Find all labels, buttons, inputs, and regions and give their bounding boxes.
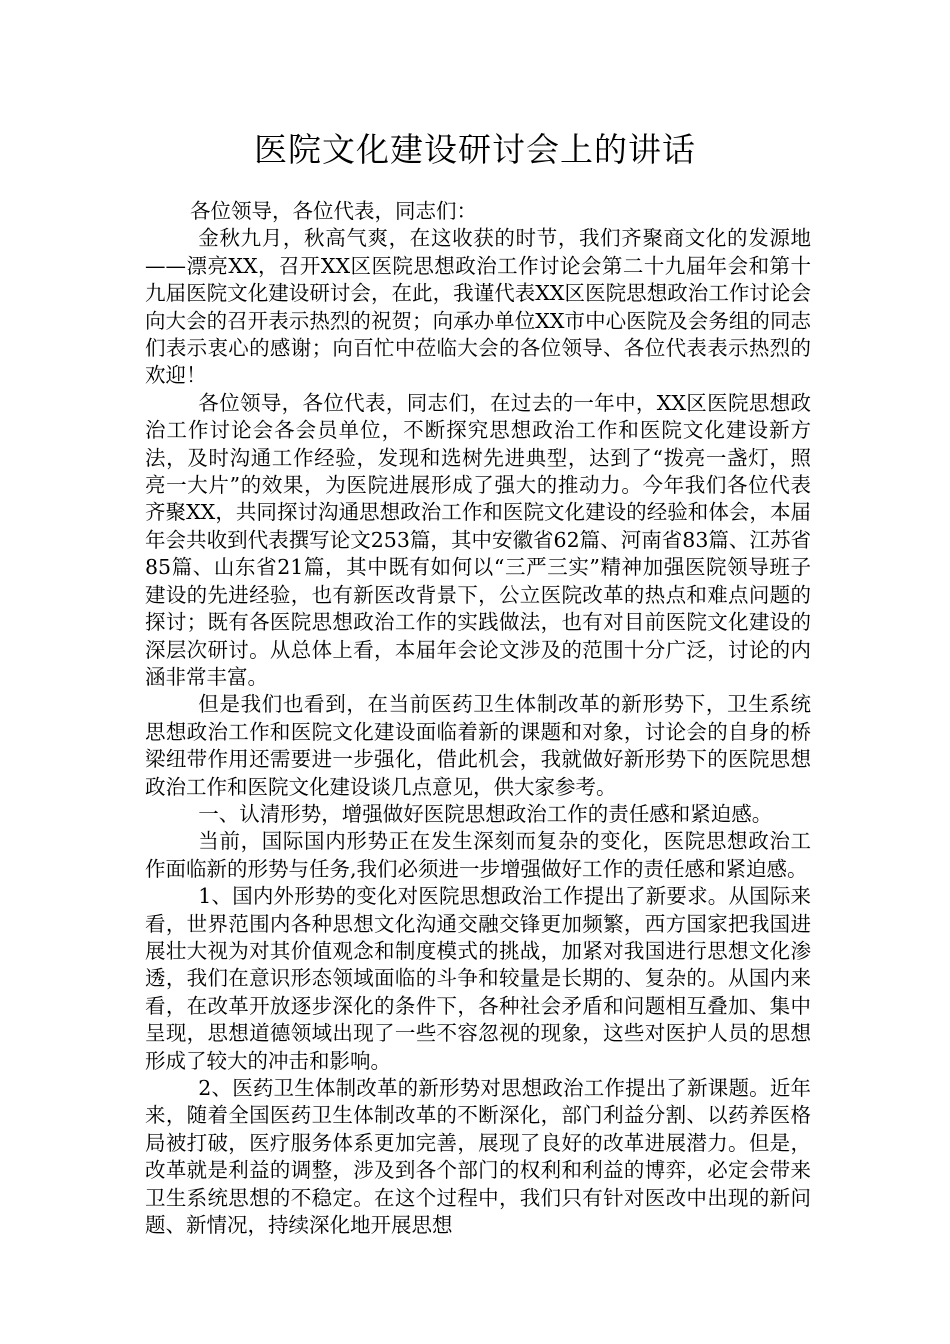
paragraph-opening: 金秋九月，秋高气爽，在这收获的时节，我们齐聚商文化的发源地——漂亮XX，召开XX区医院思想政治工作讨论会第二十九届年会和第十九届医院文化建设研讨会，在此，我谨代表XX区医院思想政治工作讨论会向大会的召开表示热烈的祝贺；向承办单位XX市中心医院及会务组的同志们表示衷心的感谢；向百忙中莅临大会的各位领导、各位代表表示热烈的欢迎！ bbox=[145, 226, 811, 388]
document-title: 医院文化建设研讨会上的讲话 bbox=[254, 130, 696, 169]
section-heading: 一、认清形势，增强做好医院思想政治工作的责任感和紧迫感。 bbox=[198, 801, 773, 826]
salutation: 各位领导，各位代表，同志们： bbox=[190, 199, 477, 223]
section-paragraph-point-1: 1、国内外形势的变化对医院思想政治工作提出了新要求。从国际来看，世界范围内各种思想文化沟通交融交锋更加频繁，西方国家把我国进展壮大视为对其价值观念和制度模式的挑战，加紧对我国进行思想文化渗透，我们在意识形态领域面临的斗争和较量是长期的、复杂的。从国内来看，在改革开放逐步深化的条件下，各种社会矛盾和问题相互叠加、集中呈现，思想道德领域出现了一些不容忽视的现象，这些对医护人员的思想形成了较大的冲击和影响。 bbox=[145, 884, 811, 1073]
paragraph-review: 各位领导，各位代表，同志们，在过去的一年中，XX区医院思想政治工作讨论会各会员单位，不断探究思想政治工作和医院文化建设新方法，及时沟通工作经验，发现和选树先进典型，达到了“拨亮一盏灯，照亮一大片”的效果，为医院进展形成了强大的推动力。今年我们各位代表齐聚XX，共同探讨沟通思想政治工作和医院文化建设的经验和体会，本届年会共收到代表撰写论文253篇，其中安徽省62篇、河南省83篇、江苏省85篇、山东省21篇，其中既有如何以“三严三实”精神加强医院领导班子建设的先进经验，也有新医改背景下，公立医院改革的热点和难点问题的探讨；既有各医院思想政治工作的实践做法，也有对目前医院文化建设的深层次研讨。从总体上看，本届年会论文涉及的范围十分广泛，讨论的内涵非常丰富。 bbox=[145, 390, 811, 689]
document-body bbox=[145, 198, 811, 1239]
section-paragraph-intro: 当前，国际国内形势正在发生深刻而复杂的变化，医院思想政治工作面临新的形势与任务,我们必须进一步增强做好工作的责任感和紧迫感。 bbox=[145, 829, 811, 881]
paragraph-outlook: 但是我们也看到，在当前医药卫生体制改革的新形势下，卫生系统思想政治工作和医院文化建设面临着新的课题和对象，讨论会的自身的桥梁纽带作用还需要进一步强化，借此机会，我就做好新形势下的医院思想政治工作和医院文化建设谈几点意见，供大家参考。 bbox=[145, 692, 811, 799]
section-paragraph-point-2: 2、医药卫生体制改革的新形势对思想政治工作提出了新课题。近年来，随着全国医药卫生体制改革的不断深化，部门利益分割、以药养医格局被打破，医疗服务体系更加完善，展现了良好的改革进展潜力。但是，改革就是利益的调整，涉及到各个部门的权利和利益的博弈，必定会带来卫生系统思想的不稳定。在这个过程中，我们只有针对医改中出现的新问题、新情况，持续深化地开展思想 bbox=[145, 1076, 811, 1238]
